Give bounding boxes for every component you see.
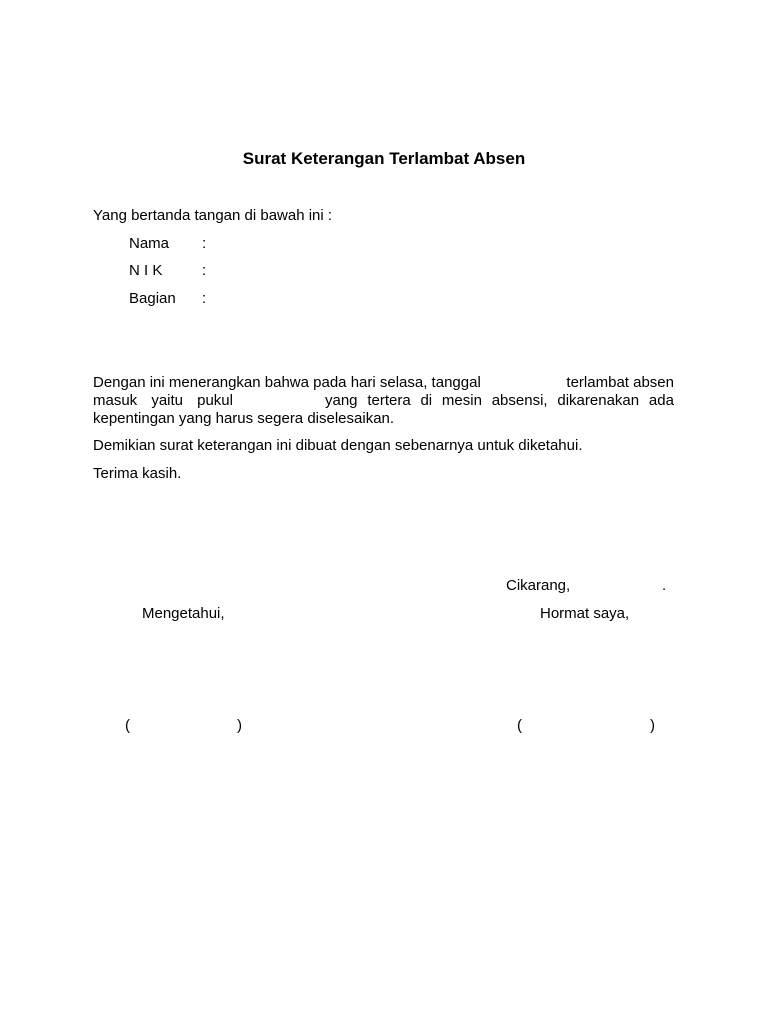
closing-statement: Demikian surat keterangan ini dibuat dengan sebenarnya untuk diketahui. xyxy=(93,437,583,454)
body-line-1-left: Dengan ini menerangkan bahwa pada hari selasa, tanggal xyxy=(93,374,481,391)
field-colon-bagian: : xyxy=(202,290,207,307)
body-word: di xyxy=(420,392,433,409)
respectfully-label: Hormat saya, xyxy=(540,605,630,622)
body-line-3: kepentingan yang harus segera diselesaikan. xyxy=(93,410,395,427)
left-signature-open-paren: ( xyxy=(125,717,130,734)
body-word: tertera xyxy=(367,392,411,409)
body-word: ada xyxy=(648,392,674,409)
body-word: mesin xyxy=(441,392,482,409)
body-word: yang xyxy=(325,392,358,409)
thanks-text: Terima kasih. xyxy=(93,465,182,482)
field-label-nik: N I K xyxy=(129,262,163,279)
intro-text: Yang bertanda tangan di bawah ini : xyxy=(93,207,333,224)
body-word: absensi, xyxy=(491,392,548,409)
place-label: Cikarang, xyxy=(506,577,571,594)
field-label-nama: Nama xyxy=(129,235,170,252)
right-signature-close-paren: ) xyxy=(650,717,655,734)
body-line-2-group-a xyxy=(93,392,233,410)
body-line-2-group-b xyxy=(325,392,674,410)
body-line-1-right: terlambat absen xyxy=(566,374,674,391)
body-word: masuk xyxy=(93,392,138,409)
field-colon-nama: : xyxy=(202,235,207,252)
body-word: yaitu xyxy=(151,392,183,409)
body-word: dikarenakan xyxy=(557,392,640,409)
body-line-1 xyxy=(93,374,674,392)
document-title: Surat Keterangan Terlambat Absen xyxy=(242,149,526,168)
left-signature-close-paren: ) xyxy=(237,717,242,734)
body-word: pukul xyxy=(197,392,233,409)
acknowledged-label: Mengetahui, xyxy=(142,605,225,622)
place-date-dot: . xyxy=(662,577,667,594)
right-signature-open-paren: ( xyxy=(517,717,522,734)
body-line-2 xyxy=(93,392,674,410)
field-colon-nik: : xyxy=(202,262,207,279)
field-label-bagian: Bagian xyxy=(129,290,176,307)
